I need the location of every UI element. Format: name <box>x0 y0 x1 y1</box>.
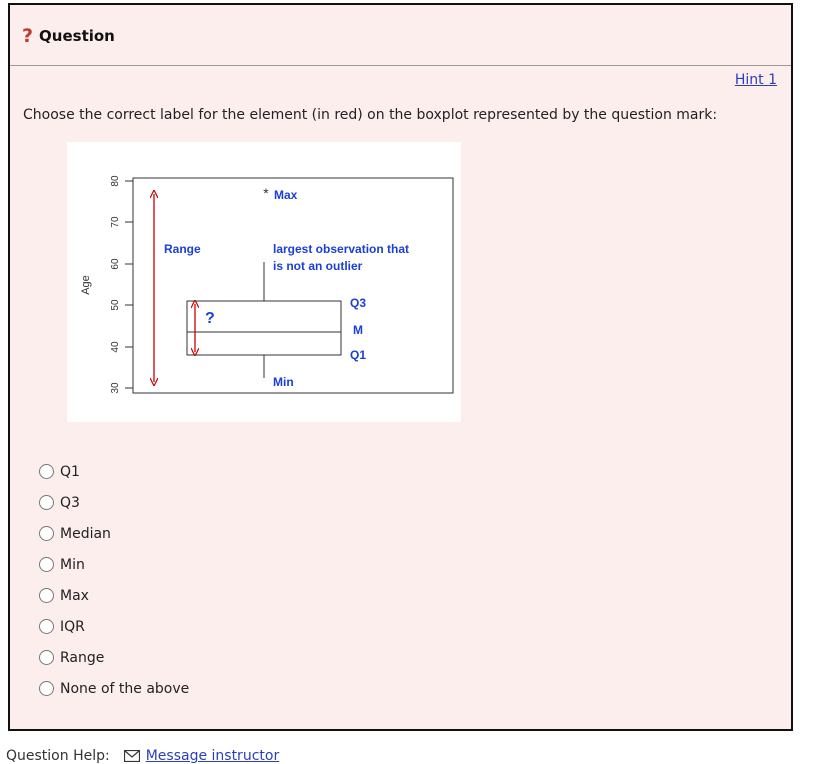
radio-button[interactable] <box>39 464 54 479</box>
option-none[interactable] <box>39 673 189 704</box>
q3-label: Q3 <box>350 296 367 310</box>
tick-label: 70 <box>110 216 121 228</box>
option-range[interactable] <box>39 642 189 673</box>
option-label: Q1 <box>60 463 80 480</box>
tick-label: 40 <box>110 341 121 353</box>
largest-observation-label: largest observation that <box>273 242 410 256</box>
radio-button[interactable] <box>39 495 54 510</box>
message-instructor-link[interactable]: Message instructor <box>145 748 280 764</box>
option-label: IQR <box>60 618 85 635</box>
y-axis-label: Age <box>80 275 92 295</box>
option-q3[interactable] <box>39 487 189 518</box>
question-help <box>6 748 279 764</box>
max-label: Max <box>274 188 298 202</box>
radio-button[interactable] <box>39 619 54 634</box>
median-label: M <box>353 323 363 337</box>
mail-icon <box>124 750 140 762</box>
option-median[interactable] <box>39 518 189 549</box>
tick-label: 50 <box>110 299 121 311</box>
option-q1[interactable] <box>39 456 189 487</box>
option-iqr[interactable] <box>39 611 189 642</box>
tick-label: 80 <box>110 175 121 187</box>
help-label: Question Help: <box>6 748 110 764</box>
plot-frame <box>133 178 453 393</box>
outlier-marker: * <box>263 185 269 201</box>
min-label: Min <box>273 375 294 389</box>
option-label: Range <box>60 649 105 666</box>
q1-label: Q1 <box>350 348 367 362</box>
question-mark-label: ? <box>205 310 215 327</box>
radio-button[interactable] <box>39 557 54 572</box>
radio-button[interactable] <box>39 681 54 696</box>
option-label: Min <box>60 556 85 573</box>
header-divider <box>10 65 791 66</box>
radio-button[interactable] <box>39 526 54 541</box>
question-mark-icon: ? <box>22 24 34 47</box>
option-min[interactable] <box>39 549 189 580</box>
tick-label: 60 <box>110 258 121 270</box>
not-outlier-label: is not an outlier <box>273 259 363 273</box>
option-max[interactable] <box>39 580 189 611</box>
option-label: Median <box>60 525 111 542</box>
boxplot-svg <box>67 142 461 422</box>
question-title: Question <box>39 27 115 45</box>
option-label: None of the above <box>60 680 190 697</box>
option-label: Q3 <box>60 494 80 511</box>
radio-button[interactable] <box>39 650 54 665</box>
question-prompt: Choose the correct label for the element (in red) on the boxplot represented by the question mark: <box>23 107 718 123</box>
answer-options <box>39 456 189 704</box>
question-header <box>22 25 115 47</box>
option-label: Max <box>60 587 89 604</box>
radio-button[interactable] <box>39 588 54 603</box>
tick-label: 30 <box>110 382 121 394</box>
hint-link[interactable]: Hint 1 <box>734 72 777 88</box>
range-label: Range <box>164 242 201 256</box>
boxplot-figure <box>67 142 461 422</box>
